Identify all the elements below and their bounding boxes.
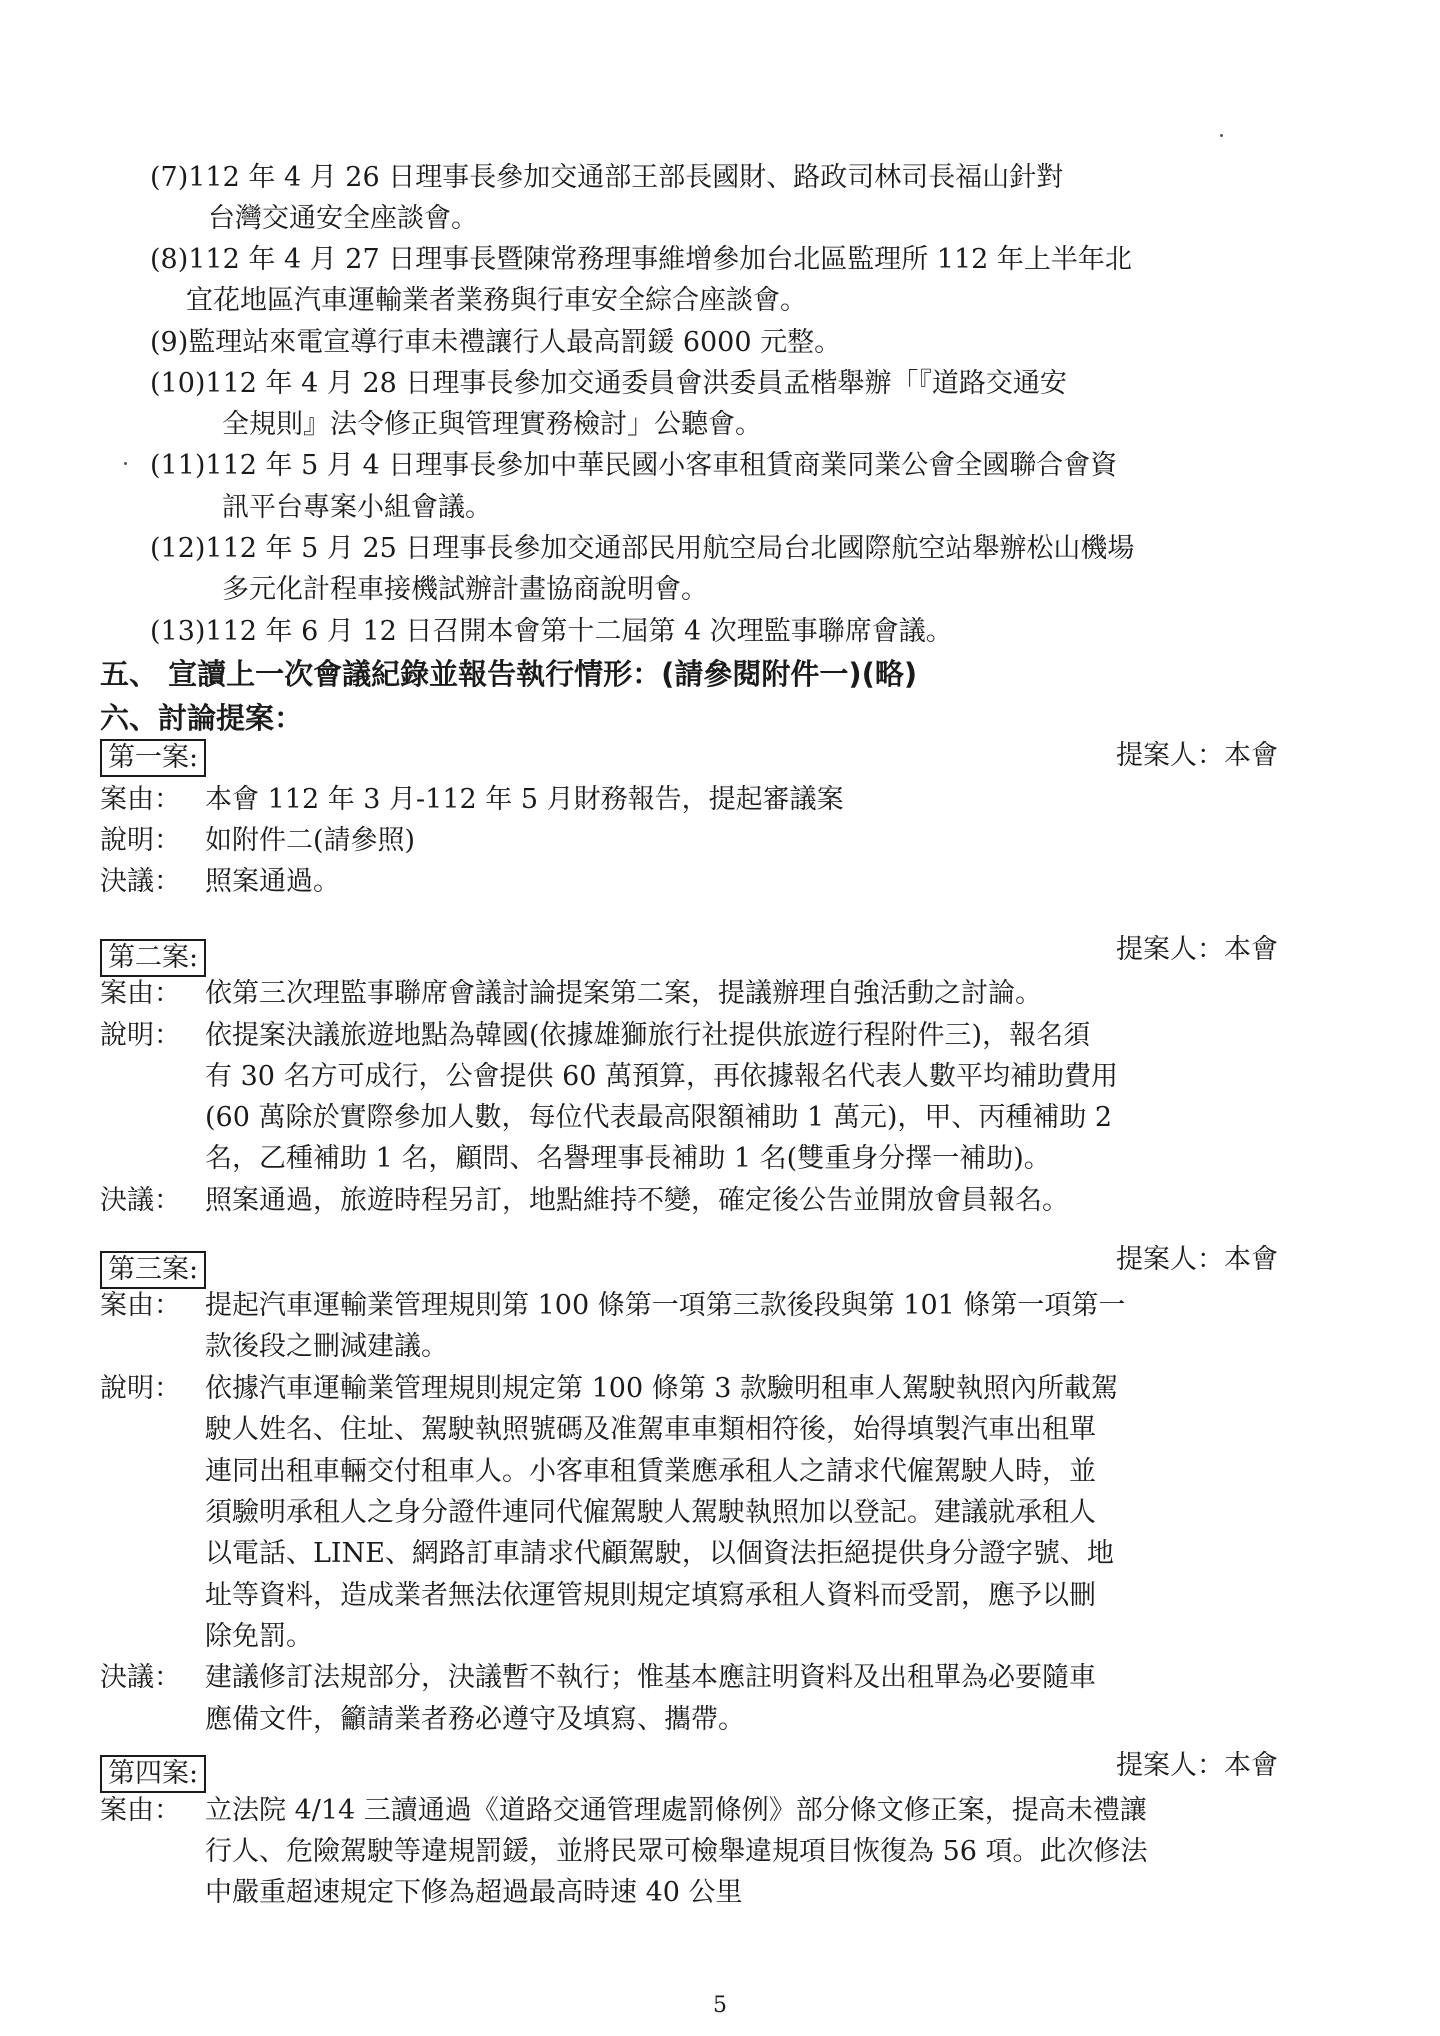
field-text: 依提案決議旅遊地點為韓國(依據雄獅旅行社提供旅遊行程附件三)，報名須 xyxy=(205,1020,1091,1051)
field-label: 說明： xyxy=(100,1373,181,1404)
proposer: 提案人：本會 xyxy=(1116,934,1278,965)
section-heading: 六、討論提案： xyxy=(100,701,304,735)
field-text: 址等資料，造成業者無法依運管規則規定填寫承租人資料而受罰，應予以刪 xyxy=(205,1580,1096,1611)
case-title-box: 第三案: xyxy=(100,1251,206,1289)
proposer: 提案人：本會 xyxy=(1116,1244,1278,1275)
field-text: 除免罰。 xyxy=(205,1621,313,1652)
field-label: 案由： xyxy=(100,784,181,815)
list-item: 全規則』法令修正與管理實務檢討」公聽會。 xyxy=(222,409,762,440)
case-title xyxy=(100,738,206,778)
field-text: 如附件二(請參照) xyxy=(205,825,416,856)
field-text: 駛人姓名、住址、駕駛執照號碼及准駕車車類相符後，始得填製汽車出租單 xyxy=(205,1414,1096,1445)
field-text: 照案通過，旅遊時程另訂，地點維持不變，確定後公告並開放會員報名。 xyxy=(205,1185,1069,1216)
field-label: 案由： xyxy=(100,1290,181,1321)
field-text: 連同出租車輛交付租車人。小客車租賃業應承租人之請求代僱駕駛人時，並 xyxy=(205,1456,1096,1487)
list-item: 宜花地區汽車運輸業者業務與行車安全綜合座談會。 xyxy=(186,285,807,316)
case-title xyxy=(100,938,206,978)
field-text: 行人、危險駕駛等違規罰鍰，並將民眾可檢舉違規項目恢復為 56 項。此次修法 xyxy=(205,1836,1148,1867)
field-text: 款後段之刪減建議。 xyxy=(205,1331,448,1362)
list-item: (7)112 年 4 月 26 日理事長參加交通部王部長國財、路政司林司長福山針對 xyxy=(150,162,1064,193)
case-title-box: 第四案: xyxy=(100,1755,206,1793)
field-label: 決議： xyxy=(100,1662,181,1693)
scan-speck xyxy=(124,462,127,465)
list-item: 台灣交通安全座談會。 xyxy=(208,203,478,234)
field-label: 案由： xyxy=(100,978,181,1009)
field-text: 中嚴重超速規定下修為超過最高時速 40 公里 xyxy=(205,1877,743,1908)
case-title xyxy=(100,1754,206,1794)
list-item: (8)112 年 4 月 27 日理事長暨陳常務理事維增參加台北區監理所 112 年上半年北 xyxy=(150,244,1132,275)
field-text: 須驗明承租人之身分證件連同代僱駕駛人駕駛執照加以登記。建議就承租人 xyxy=(205,1497,1096,1528)
case-title-box: 第二案: xyxy=(100,939,206,977)
list-item: (9)監理站來電宣導行車未禮讓行人最高罰鍰 6000 元整。 xyxy=(150,327,842,358)
field-text: 名，乙種補助 1 名，顧問、名譽理事長補助 1 名(雙重身分擇一補助)。 xyxy=(205,1143,1051,1174)
field-label: 決議： xyxy=(100,1185,181,1216)
page-number: 5 xyxy=(713,1993,727,2018)
field-text: 依第三次理監事聯席會議討論提案第二案，提議辦理自強活動之討論。 xyxy=(205,978,1042,1009)
list-item: (11)112 年 5 月 4 日理事長參加中華民國小客車租賃商業同業公會全國聯合會資 xyxy=(150,450,1118,481)
list-item: 訊平台專案小組會議。 xyxy=(222,492,492,523)
field-text: (60 萬除於實際參加人數，每位代表最高限額補助 1 萬元)，甲、丙種補助 2 xyxy=(205,1102,1113,1133)
case-title-box: 第一案: xyxy=(100,739,206,777)
field-text: 以電話、LINE、網路訂車請求代顧駕駛，以個資法拒絕提供身分證字號、地 xyxy=(205,1538,1114,1569)
field-text: 依據汽車運輸業管理規則規定第 100 條第 3 款驗明租車人駕駛執照內所載駕 xyxy=(205,1373,1119,1404)
field-text: 立法院 4/14 三讀通過《道路交通管理處罰條例》部分條文修正案，提高未禮讓 xyxy=(205,1795,1147,1826)
field-text: 建議修訂法規部分，決議暫不執行；惟基本應註明資料及出租單為必要隨車 xyxy=(205,1662,1096,1693)
list-item: (12)112 年 5 月 25 日理事長參加交通部民用航空局台北國際航空站舉辦松山機場 xyxy=(150,533,1135,564)
field-label: 決議： xyxy=(100,866,181,897)
field-label: 案由： xyxy=(100,1795,181,1826)
field-text: 照案通過。 xyxy=(205,866,340,897)
case-title xyxy=(100,1250,206,1290)
proposer: 提案人：本會 xyxy=(1116,740,1278,771)
list-item: (13)112 年 6 月 12 日召開本會第十二屆第 4 次理監事聯席會議。 xyxy=(150,616,953,647)
list-item: (10)112 年 4 月 28 日理事長參加交通委員會洪委員孟楷舉辦「『道路交通安 xyxy=(150,368,1067,399)
field-text: 本會 112 年 3 月-112 年 5 月財務報告，提起審議案 xyxy=(205,784,844,815)
list-item: 多元化計程車接機試辦計畫協商說明會。 xyxy=(222,574,708,605)
scan-speck xyxy=(1220,134,1223,137)
section-heading: 五、 宣讀上一次會議紀錄並報告執行情形：(請參閱附件一)(略) xyxy=(100,657,918,691)
field-text: 提起汽車運輸業管理規則第 100 條第一項第三款後段與第 101 條第一項第一 xyxy=(205,1290,1126,1321)
field-label: 說明： xyxy=(100,825,181,856)
field-text: 有 30 名方可成行，公會提供 60 萬預算，再依據報名代表人數平均補助費用 xyxy=(205,1061,1119,1092)
proposer: 提案人：本會 xyxy=(1116,1750,1278,1781)
field-text: 應備文件，籲請業者務必遵守及填寫、攜帶。 xyxy=(205,1704,745,1735)
field-label: 說明： xyxy=(100,1020,181,1051)
